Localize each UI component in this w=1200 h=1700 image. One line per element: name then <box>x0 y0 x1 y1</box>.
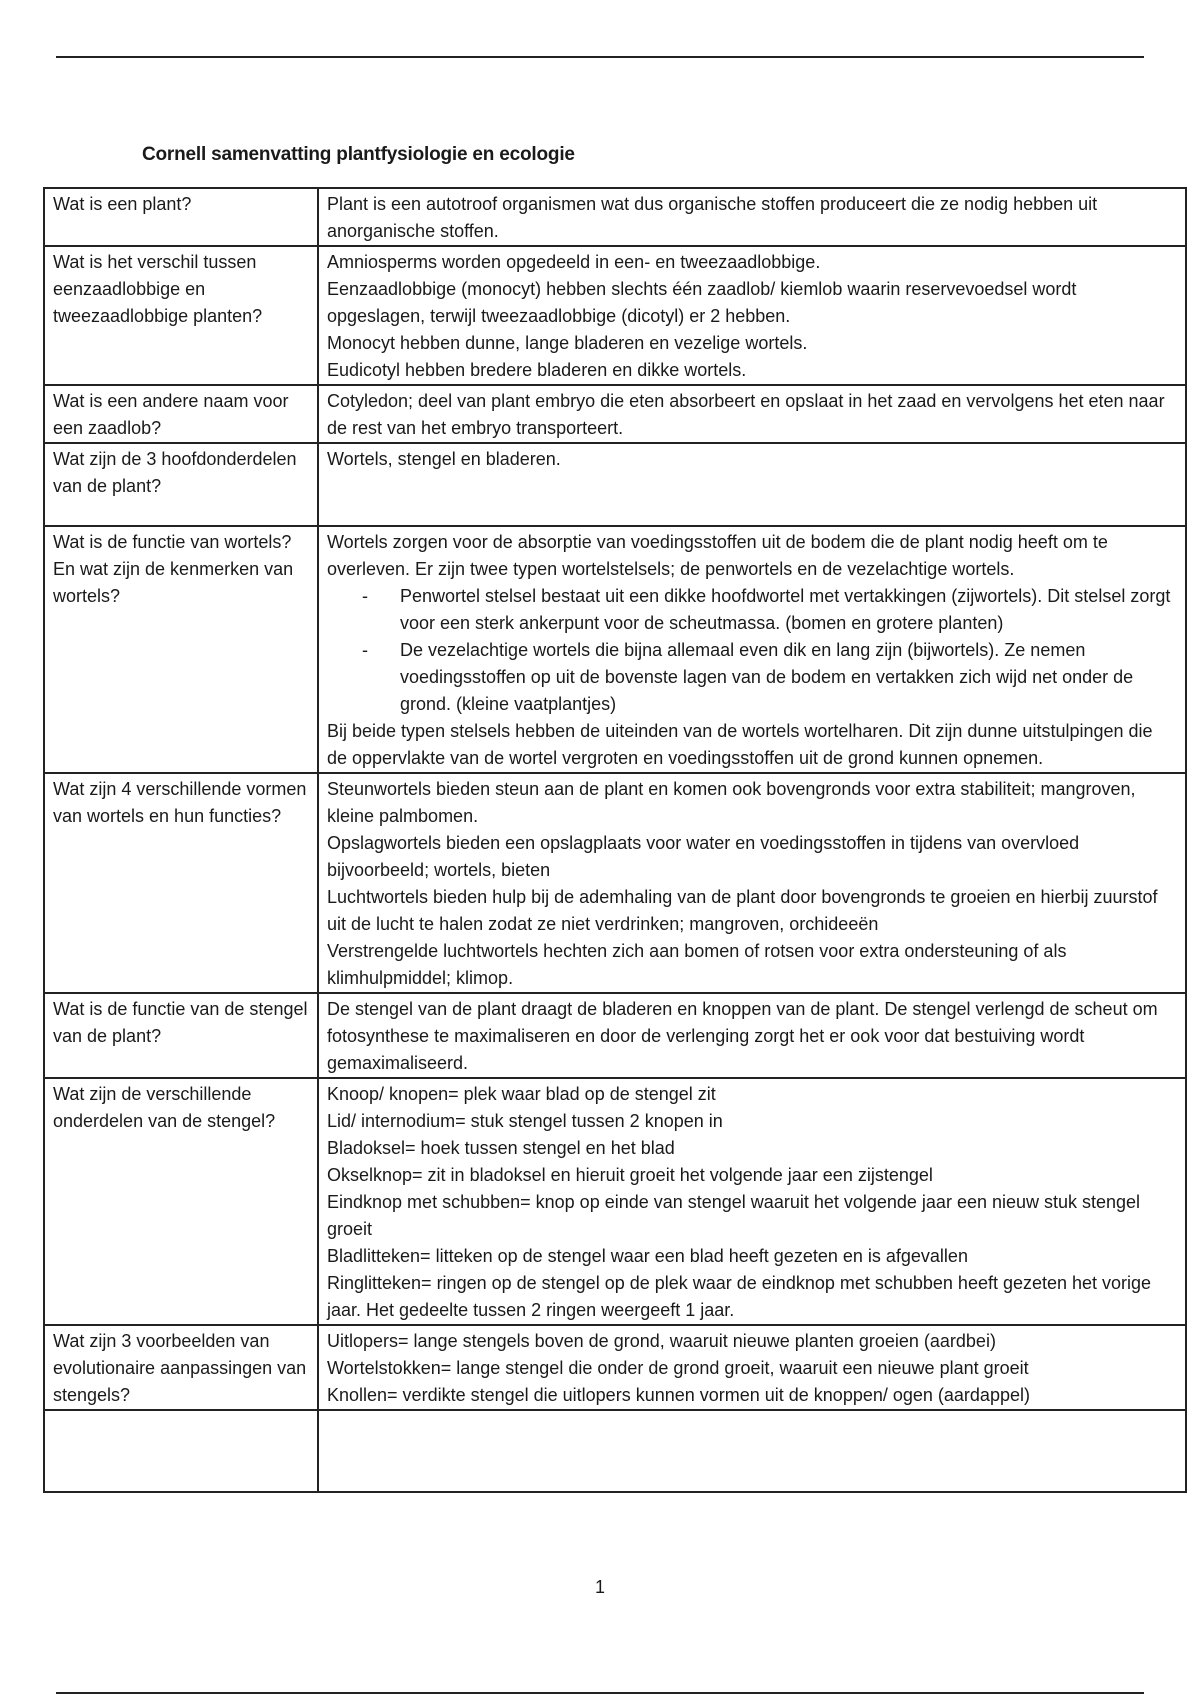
answer-text: Monocyt hebben dunne, lange bladeren en vezelige wortels. <box>327 333 808 353</box>
answer-text: Lid/ internodium= stuk stengel tussen 2 knopen in <box>327 1111 723 1131</box>
bullet-list <box>327 583 1177 718</box>
answer-text: Ringlitteken= ringen op de stengel op de plek waar de eindknop met schubben heeft gezeten het vorige jaar. Het gedeelte tussen 2 ringen weergeeft 1 jaar. <box>327 1273 1152 1320</box>
answer-text: Verstrengelde luchtwortels hechten zich aan bomen of rotsen voor extra ondersteuning of als klimhulpmiddel; klimop. <box>327 941 1067 988</box>
question-cell: Wat is een plant? <box>44 188 318 246</box>
footer-rule <box>56 1692 1144 1694</box>
answer-text: Eudicotyl hebben bredere bladeren en dikke wortels. <box>327 360 747 380</box>
answer-cell <box>318 443 1186 526</box>
question-cell: Wat zijn de 3 hoofdonderdelen van de plant? <box>44 443 318 526</box>
answer-text: Plant is een autotroof organismen wat dus organische stoffen produceert die ze nodig hebben uit anorganische stoffen. <box>327 194 1098 241</box>
answer-text: Knollen= verdikte stengel die uitlopers kunnen vormen uit de knoppen/ ogen (aardappel) <box>327 1385 1030 1405</box>
page-number: 1 <box>594 1577 605 1597</box>
answer-text: Bladlitteken= litteken op de stengel waar een blad heeft gezeten en is afgevallen <box>327 1246 968 1266</box>
list-item: - Penwortel stelsel bestaat uit een dikke hoofdwortel met vertakkingen (zijwortels). Dit stelsel zorgt voor een sterk ankerpunt voor de scheutmassa. (bomen en grotere planten) <box>400 583 1177 637</box>
question-cell: Wat is het verschil tussen eenzaadlobbige en tweezaadlobbige planten? <box>44 246 318 385</box>
answer-cell <box>318 993 1186 1078</box>
answer-text: Opslagwortels bieden een opslagplaats voor water en voedingsstoffen in tijdens van overvloed bijvoorbeeld; wortels, bieten <box>327 833 1080 880</box>
list-item: - De vezelachtige wortels die bijna allemaal even dik en lang zijn (bijwortels). Ze nemen voedingsstoffen op uit de bovenste lagen van de bodem en vertakken zich wijd net onder de grond. (kleine vaatplantjes) <box>400 637 1177 718</box>
table-row <box>44 773 1186 993</box>
header-rule <box>56 56 1144 58</box>
answer-text: Okselknop= zit in bladoksel en hieruit groeit het volgende jaar een zijstengel <box>327 1165 933 1185</box>
table-row <box>44 443 1186 526</box>
question-cell: Wat zijn de verschillende onderdelen van de stengel? <box>44 1078 318 1325</box>
answer-cell <box>318 1410 1186 1492</box>
question-cell: Wat zijn 3 voorbeelden van evolutionaire aanpassingen van stengels? <box>44 1325 318 1410</box>
question-cell: Wat is de functie van de stengel van de plant? <box>44 993 318 1078</box>
table-row <box>44 246 1186 385</box>
table-row-empty <box>44 1410 1186 1492</box>
answer-text: Bladoksel= hoek tussen stengel en het blad <box>327 1138 675 1158</box>
answer-text: Steunwortels bieden steun aan de plant en komen ook bovengronds voor extra stabiliteit; mangroven, kleine palmbomen. <box>327 779 1136 826</box>
answer-text: Wortelstokken= lange stengel die onder de grond groeit, waaruit een nieuwe plant groeit <box>327 1358 1029 1378</box>
question-cell: Wat is een andere naam voor een zaadlob? <box>44 385 318 443</box>
answer-text: De stengel van de plant draagt de bladeren en knoppen van de plant. De stengel verlengd de scheut om fotosynthese te maximaliseren en door de verlenging zorgt het er ook voor dat bestuiving wordt gemaximaliseerd. <box>327 999 1158 1073</box>
cornell-table <box>43 187 1187 1493</box>
table-row <box>44 385 1186 443</box>
question-cell <box>44 1410 318 1492</box>
document-title: Cornell samenvatting plantfysiologie en ecologie <box>142 144 575 165</box>
table-row <box>44 188 1186 246</box>
answer-cell <box>318 246 1186 385</box>
answer-text: Eenzaadlobbige (monocyt) hebben slechts één zaadlob/ kiemlob waarin reservevoedsel wordt opgeslagen, terwijl tweezaadlobbige (dicotyl) er 2 hebben. <box>327 279 1077 326</box>
answer-cell <box>318 773 1186 993</box>
answer-text: Amniosperms worden opgedeeld in een- en tweezaadlobbige. <box>327 252 821 272</box>
answer-text: Uitlopers= lange stengels boven de grond, waaruit nieuwe planten groeien (aardbei) <box>327 1331 996 1351</box>
answer-outro: Bij beide typen stelsels hebben de uiteinden van de wortels wortelharen. Dit zijn dunne uitstulpingen die de oppervlakte van de wortel vergroten en voedingsstoffen uit de grond kunnen opnemen. <box>327 721 1153 768</box>
answer-cell <box>318 188 1186 246</box>
table-row <box>44 526 1186 773</box>
table-row <box>44 1325 1186 1410</box>
answer-text: Eindknop met schubben= knop op einde van stengel waaruit het volgende jaar een nieuw stuk stengel groeit <box>327 1192 1141 1239</box>
answer-intro: Wortels zorgen voor de absorptie van voedingsstoffen uit de bodem die de plant nodig heeft om te overleven. Er zijn twee typen wortelstelsels; de penwortels en de vezelachtige wortels. <box>327 532 1108 579</box>
answer-text: Knoop/ knopen= plek waar blad op de stengel zit <box>327 1084 716 1104</box>
answer-cell <box>318 385 1186 443</box>
answer-cell <box>318 1078 1186 1325</box>
question-cell: Wat zijn 4 verschillende vormen van wortels en hun functies? <box>44 773 318 993</box>
answer-text: Luchtwortels bieden hulp bij de ademhaling van de plant door bovengronds te groeien en hierbij zuurstof uit de lucht te halen zodat ze niet verdrinken; mangroven, orchideeën <box>327 887 1158 934</box>
answer-cell <box>318 1325 1186 1410</box>
answer-text: Cotyledon; deel van plant embryo die eten absorbeert en opslaat in het zaad en vervolgens het eten naar de rest van het embryo transporteert. <box>327 391 1165 438</box>
question-cell: Wat is de functie van wortels? En wat zijn de kenmerken van wortels? <box>44 526 318 773</box>
table-row <box>44 1078 1186 1325</box>
answer-text: Wortels, stengel en bladeren. <box>327 449 561 469</box>
answer-cell <box>318 526 1186 773</box>
table-row <box>44 993 1186 1078</box>
